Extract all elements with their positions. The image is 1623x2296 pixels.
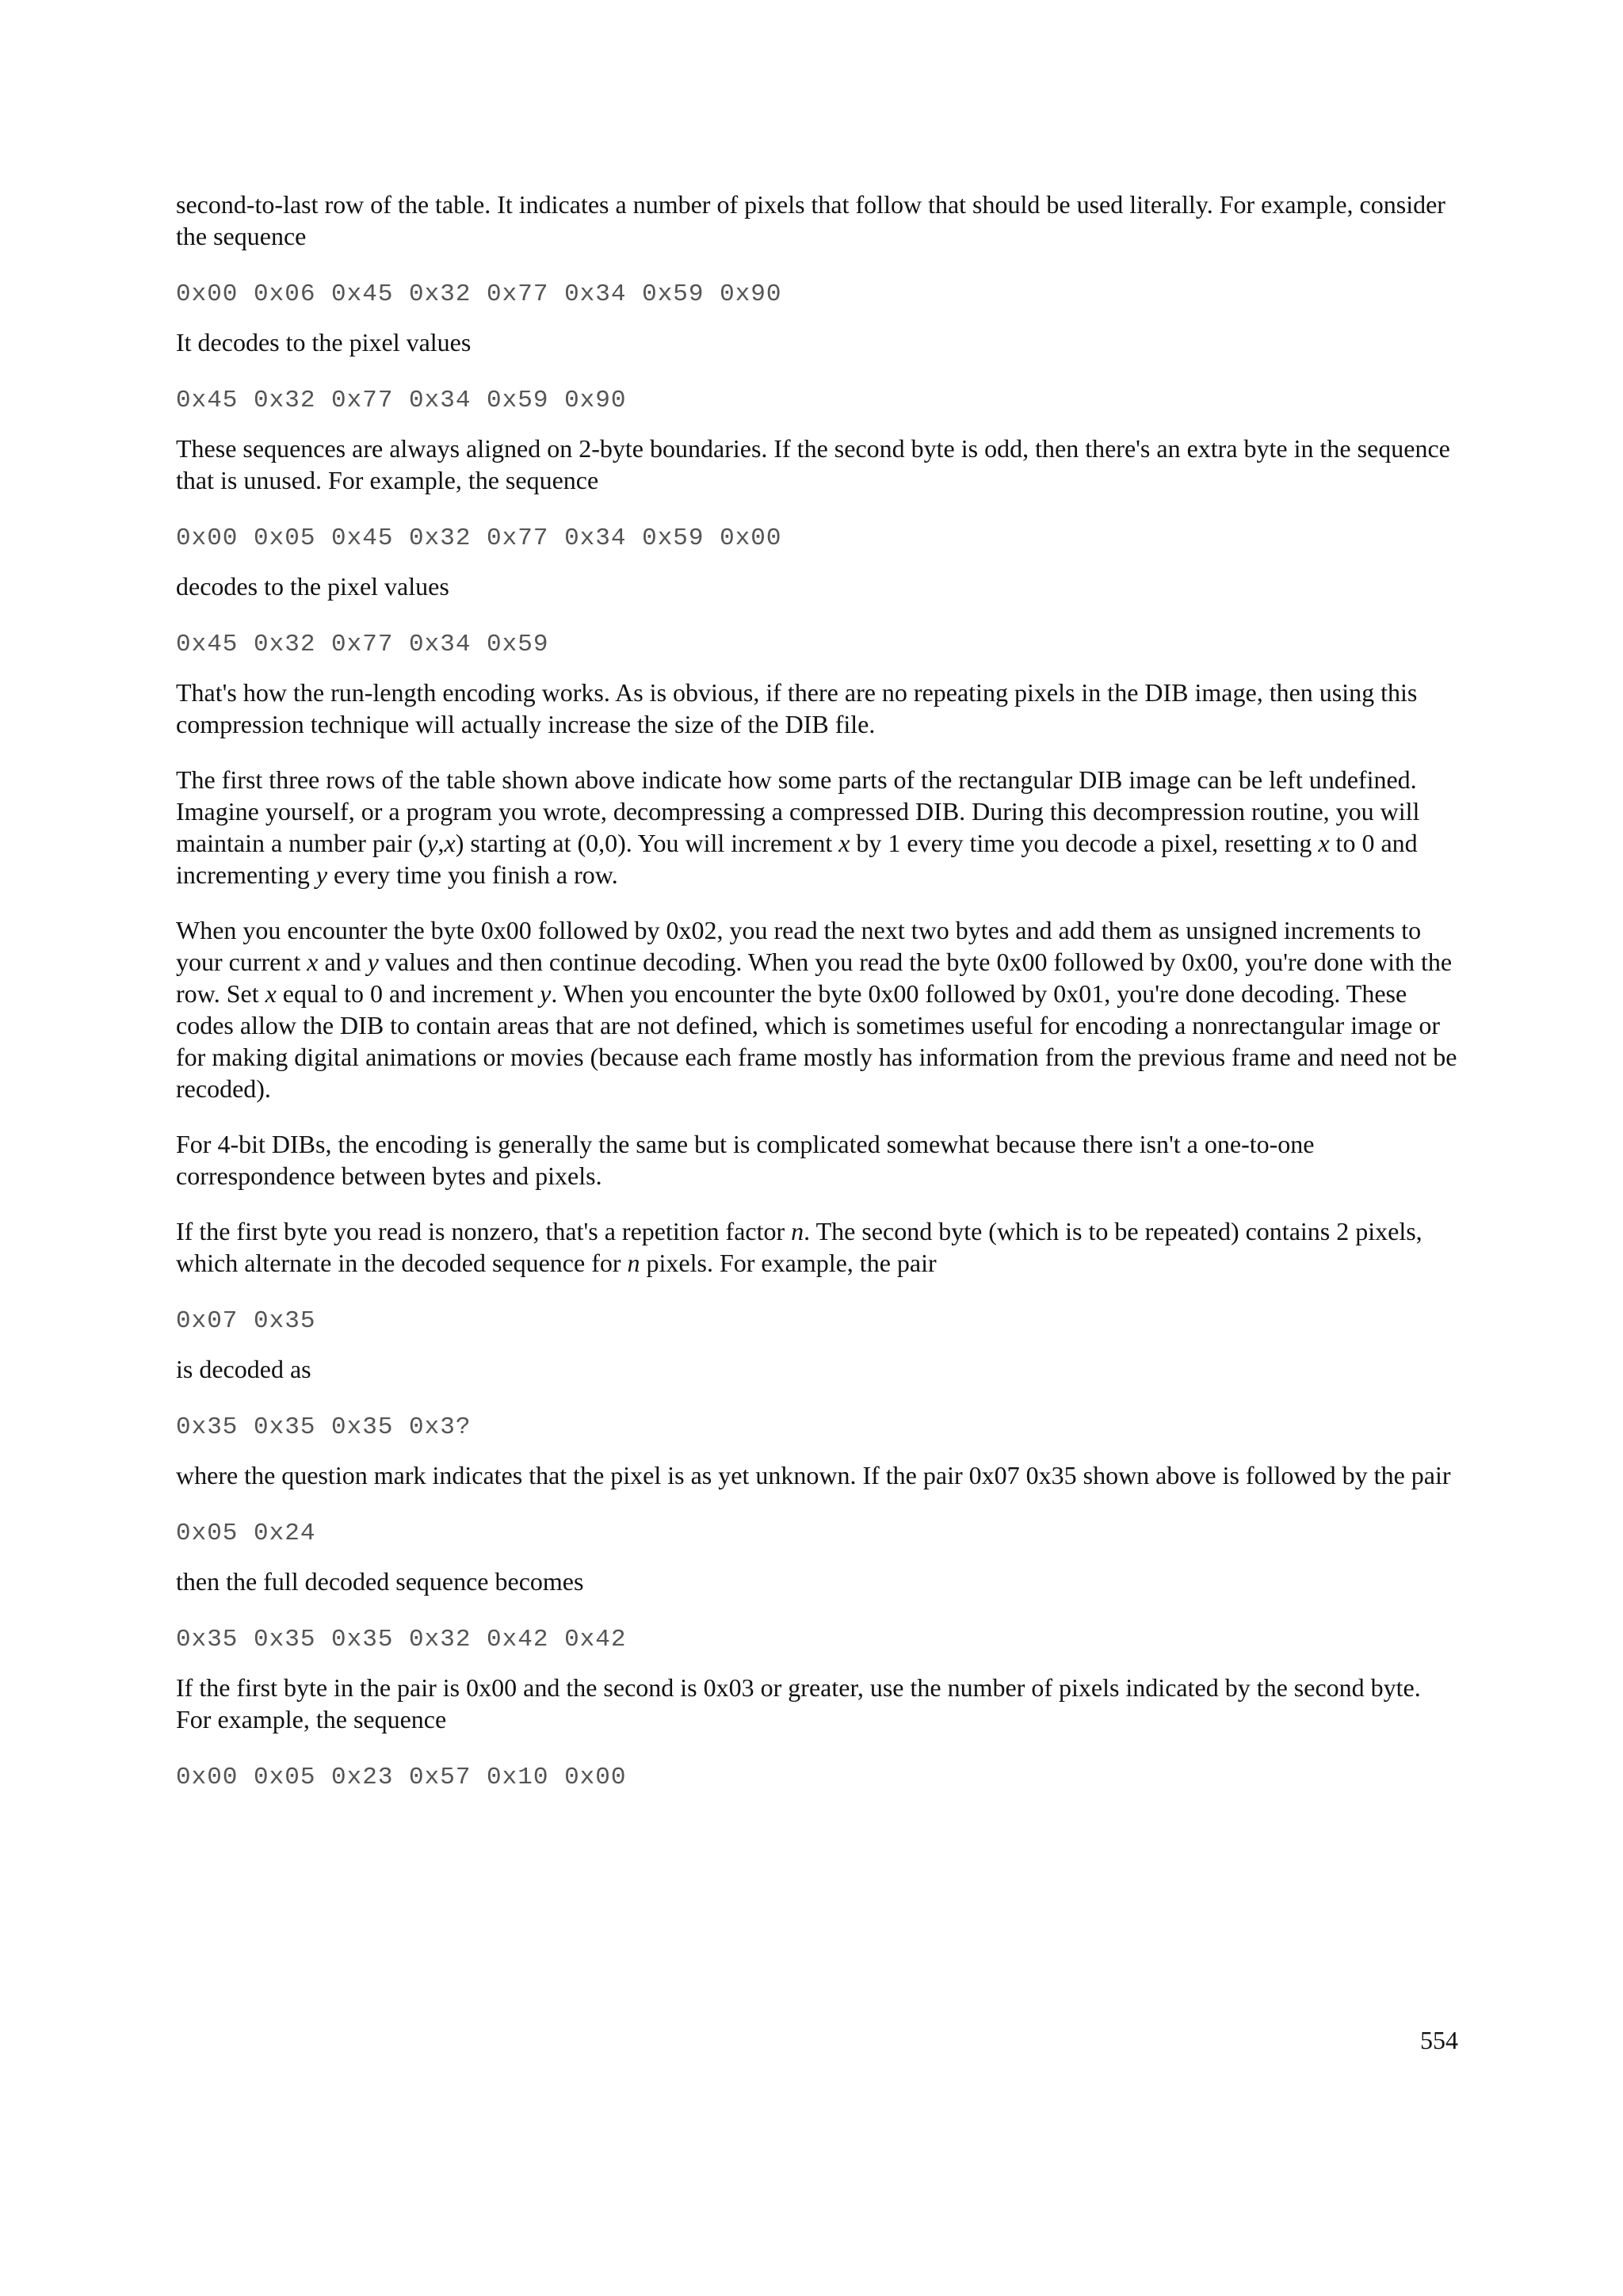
text-run: where the question mark indicates that the pixel is as yet unknown. If the pair 0x07 0x35 shown above is followed by the pair — [176, 1461, 1451, 1489]
text-run: every time you finish a row. — [327, 860, 618, 889]
body-paragraph — [176, 433, 1458, 496]
italic-variable: y — [367, 948, 379, 976]
text-run: by 1 every time you decode a pixel, resetting — [850, 829, 1319, 857]
body-paragraph — [176, 570, 1458, 602]
text-run: If the first byte in the pair is 0x00 and the second is 0x03 or greater, use the number of pixels indicated by the second byte. For example, the sequence — [176, 1673, 1421, 1733]
text-run: then the full decoded sequence becomes — [176, 1567, 584, 1596]
text-run: These sequences are always aligned on 2-byte boundaries. If the second byte is odd, then there's an extra byte in the sequence that is unused. For example, the sequence — [176, 434, 1450, 494]
text-run: ) starting at (0,0). You will increment — [455, 829, 839, 857]
text-run: For 4-bit DIBs, the encoding is generally the same but is complicated somewhat because there isn't a one-to-one correspondence between bytes and pixels. — [176, 1130, 1315, 1190]
body-paragraph — [176, 764, 1458, 891]
text-run: is decoded as — [176, 1355, 311, 1383]
code-sample: 0x00 0x05 0x23 0x57 0x10 0x00 — [176, 1764, 627, 1791]
body-paragraph — [176, 189, 1458, 252]
body-paragraph — [176, 1215, 1458, 1279]
body-paragraph — [176, 1128, 1458, 1192]
italic-variable: x — [265, 979, 277, 1008]
code-sample: 0x35 0x35 0x35 0x3? — [176, 1413, 472, 1441]
page-body — [176, 189, 1458, 1810]
body-paragraph — [176, 1672, 1458, 1735]
code-sample: 0x35 0x35 0x35 0x32 0x42 0x42 — [176, 1626, 627, 1653]
text-run: If the first byte you read is nonzero, that's a repetition factor — [176, 1217, 792, 1245]
code-sample: 0x00 0x06 0x45 0x32 0x77 0x34 0x59 0x90 — [176, 280, 782, 308]
page-number: 554 — [1420, 2026, 1458, 2054]
text-run: , — [437, 829, 445, 857]
code-sample: 0x05 0x24 — [176, 1520, 316, 1547]
text-run: to 0 and incrementing — [176, 829, 1418, 889]
text-run: second-to-last row of the table. It indicates a number of pixels that follow that should be used literally. For example, consider the sequence — [176, 190, 1445, 250]
text-run: It decodes to the pixel values — [176, 328, 472, 357]
body-paragraph — [176, 326, 1458, 358]
italic-variable: x — [838, 829, 850, 857]
italic-variable: y — [426, 829, 438, 857]
italic-variable: n — [791, 1217, 804, 1245]
italic-variable: x — [1318, 829, 1330, 857]
italic-variable: x — [444, 829, 456, 857]
code-sample: 0x45 0x32 0x77 0x34 0x59 0x90 — [176, 387, 627, 414]
text-run: . The second byte (which is to be repeated) contains 2 pixels, which alternate in the decoded sequence for — [176, 1217, 1423, 1277]
text-run: When you encounter the byte 0x00 followed by 0x02, you read the next two bytes and add them as unsigned increments to your current — [176, 916, 1422, 976]
body-paragraph — [176, 677, 1458, 740]
body-paragraph — [176, 914, 1458, 1104]
italic-variable: x — [307, 948, 319, 976]
body-paragraph — [176, 1566, 1458, 1597]
body-paragraph — [176, 1353, 1458, 1385]
code-sample: 0x45 0x32 0x77 0x34 0x59 — [176, 631, 549, 658]
italic-variable: y — [315, 860, 328, 889]
text-run: The first three rows of the table shown above indicate how some parts of the rectangular DIB image can be left undefined. Imagine yourself, or a program you wrote, decompressing a compressed DIB. During this decompression routine, you will maintain a number pair ( — [176, 765, 1420, 857]
text-run: decodes to the pixel values — [176, 572, 449, 601]
code-sample: 0x07 0x35 — [176, 1307, 316, 1335]
text-run: equal to 0 and increment — [276, 979, 540, 1008]
body-paragraph — [176, 1459, 1458, 1491]
text-run: pixels. For example, the pair — [640, 1249, 937, 1277]
italic-variable: n — [627, 1249, 640, 1277]
text-run: That's how the run-length encoding works. As is obvious, if there are no repeating pixels in the DIB image, then using this compression technique will actually increase the size of the DIB file. — [176, 678, 1418, 738]
italic-variable: y — [540, 979, 552, 1008]
text-run: and — [318, 948, 368, 976]
text-run: . When you encounter the byte 0x00 followed by 0x01, you're done decoding. These codes allow the DIB to contain areas that are not defined, which is sometimes useful for encoding a nonrectangular image or for making digital animations or movies (because each frame mostly has information from the previous frame and need not be recoded). — [176, 979, 1457, 1103]
code-sample: 0x00 0x05 0x45 0x32 0x77 0x34 0x59 0x00 — [176, 524, 782, 552]
text-run: values and then continue decoding. When you read the byte 0x00 followed by 0x00, you're done with the row. Set — [176, 948, 1453, 1008]
